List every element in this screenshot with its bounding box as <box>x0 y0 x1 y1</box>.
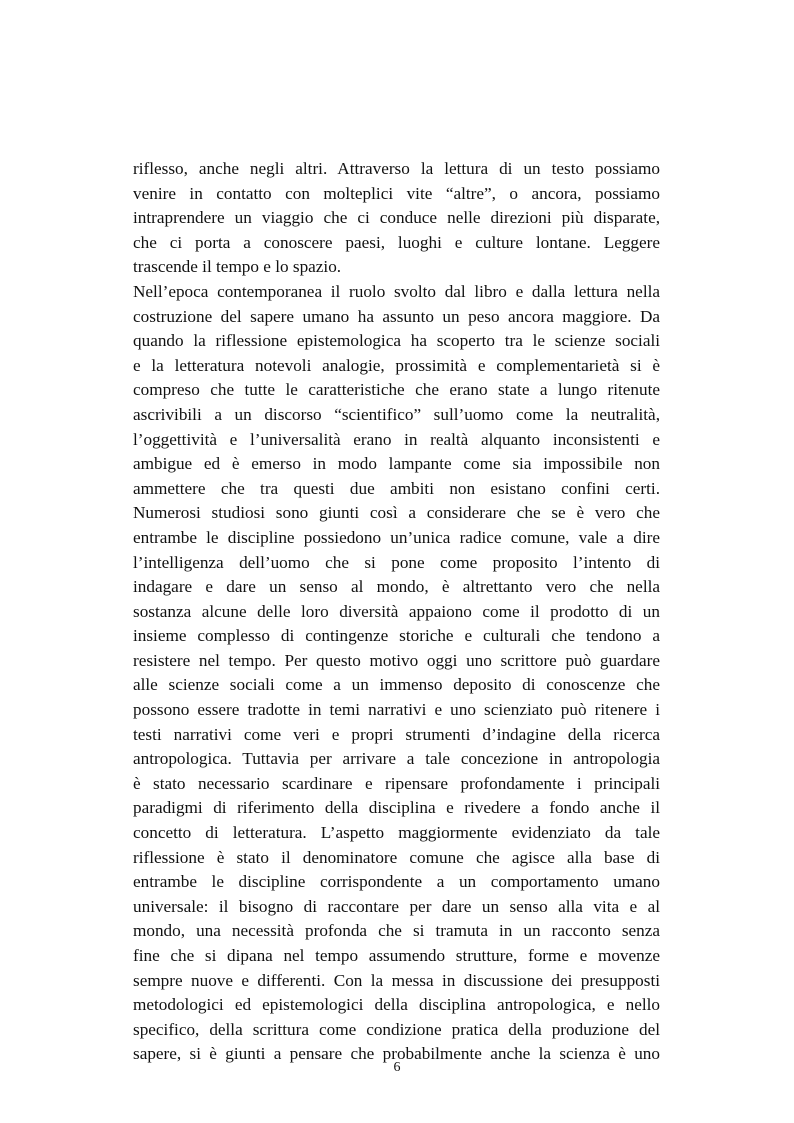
text-line: fine che si dipana nel tempo assumendo strutture, forme e movenze <box>133 946 660 965</box>
text-line: l’oggettività e l’universalità erano in realtà alquanto inconsistenti e <box>133 429 660 449</box>
text-line: metodologici ed epistemologici della disciplina antropologica, e nello <box>133 995 660 1015</box>
text-line: mondo, una necessità profonda che si tramuta in un racconto senza <box>133 921 660 941</box>
text-line: sapere, si è giunti a pensare che probabilmente anche la scienza è uno <box>133 1044 660 1064</box>
text-line: ambigue ed è emerso in modo lampante come sia impossibile non <box>133 454 660 474</box>
text-line: ascrivibili a un discorso “scientifico” sull’uomo come la neutralità, <box>133 404 660 424</box>
text-line: testi narrativi come veri e propri strumenti d’indagine della ricerca <box>133 724 660 744</box>
text-line: entrambe le discipline possiedono un’unica radice comune, vale a dire <box>133 527 660 547</box>
text-line: alle scienze sociali come a un immenso deposito di conoscenze che <box>133 675 660 695</box>
text-line: venire in contatto con molteplici vite “altre”, o ancora, possiamo <box>133 183 660 203</box>
text-line: che ci porta a conoscere paesi, luoghi e culture lontane. Leggere <box>133 232 660 252</box>
text-line: e la letteratura notevoli analogie, prossimità e complementarietà si è <box>133 355 660 375</box>
text-line: l’intelligenza dell’uomo che si pone come proposito l’intento di <box>133 552 660 572</box>
text-line: specifico, della scrittura come condizione pratica della produzione del <box>133 1019 660 1039</box>
text-line: intraprendere un viaggio che ci conduce nelle direzioni più disparate, <box>133 208 660 228</box>
text-line: Nell’epoca contemporanea il ruolo svolto dal libro e dalla lettura nella <box>133 281 660 301</box>
text-line: Numerosi studiosi sono giunti così a considerare che se è vero che <box>133 503 660 523</box>
text-line: entrambe le discipline corrispondente a un comportamento umano <box>133 872 660 892</box>
text-line: trascende il tempo e lo spazio. <box>133 257 342 277</box>
text-line: antropologica. Tuttavia per arrivare a tale concezione in antropologia <box>133 749 660 769</box>
text-line: sostanza alcune delle loro diversità appaiono come il prodotto di un <box>133 601 660 621</box>
paragraph-1 <box>133 157 660 280</box>
text-line: compreso che tutte le caratteristiche che erano state a lungo ritenute <box>133 380 660 400</box>
text-line: concetto di letteratura. L’aspetto maggiormente evidenziato da tale <box>133 823 660 843</box>
paragraph-2 <box>133 280 660 1067</box>
body-text <box>133 157 660 1067</box>
text-line: è stato necessario scardinare e ripensare profondamente i principali <box>133 773 660 793</box>
text-line: costruzione del sapere umano ha assunto un peso ancora maggiore. Da <box>133 306 660 326</box>
text-line: quando la riflessione epistemologica ha scoperto tra le scienze sociali <box>133 331 660 351</box>
text-line: resistere nel tempo. Per questo motivo oggi uno scrittore può guardare <box>133 650 660 670</box>
text-line: sempre nuove e differenti. Con la messa in discussione dei presupposti <box>133 970 660 990</box>
text-line: insieme complesso di contingenze storiche e culturali che tendono a <box>133 626 660 646</box>
text-line: riflessione è stato il denominatore comune che agisce alla base di <box>133 847 660 867</box>
text-line: paradigmi di riferimento della disciplina e rivedere a fondo anche il <box>133 798 660 818</box>
text-line: ammettere che tra questi due ambiti non esistano confini certi. <box>133 478 660 498</box>
text-line: possono essere tradotte in temi narrativi e uno scienziato può ritenere i <box>133 700 660 720</box>
text-line: indagare e dare un senso al mondo, è altrettanto vero che nella <box>133 577 660 597</box>
page-number: 6 <box>393 1060 401 1075</box>
text-line: universale: il bisogno di raccontare per dare un senso alla vita e al <box>133 896 660 916</box>
text-line: riflesso, anche negli altri. Attraverso la lettura di un testo possiamo <box>133 159 660 178</box>
